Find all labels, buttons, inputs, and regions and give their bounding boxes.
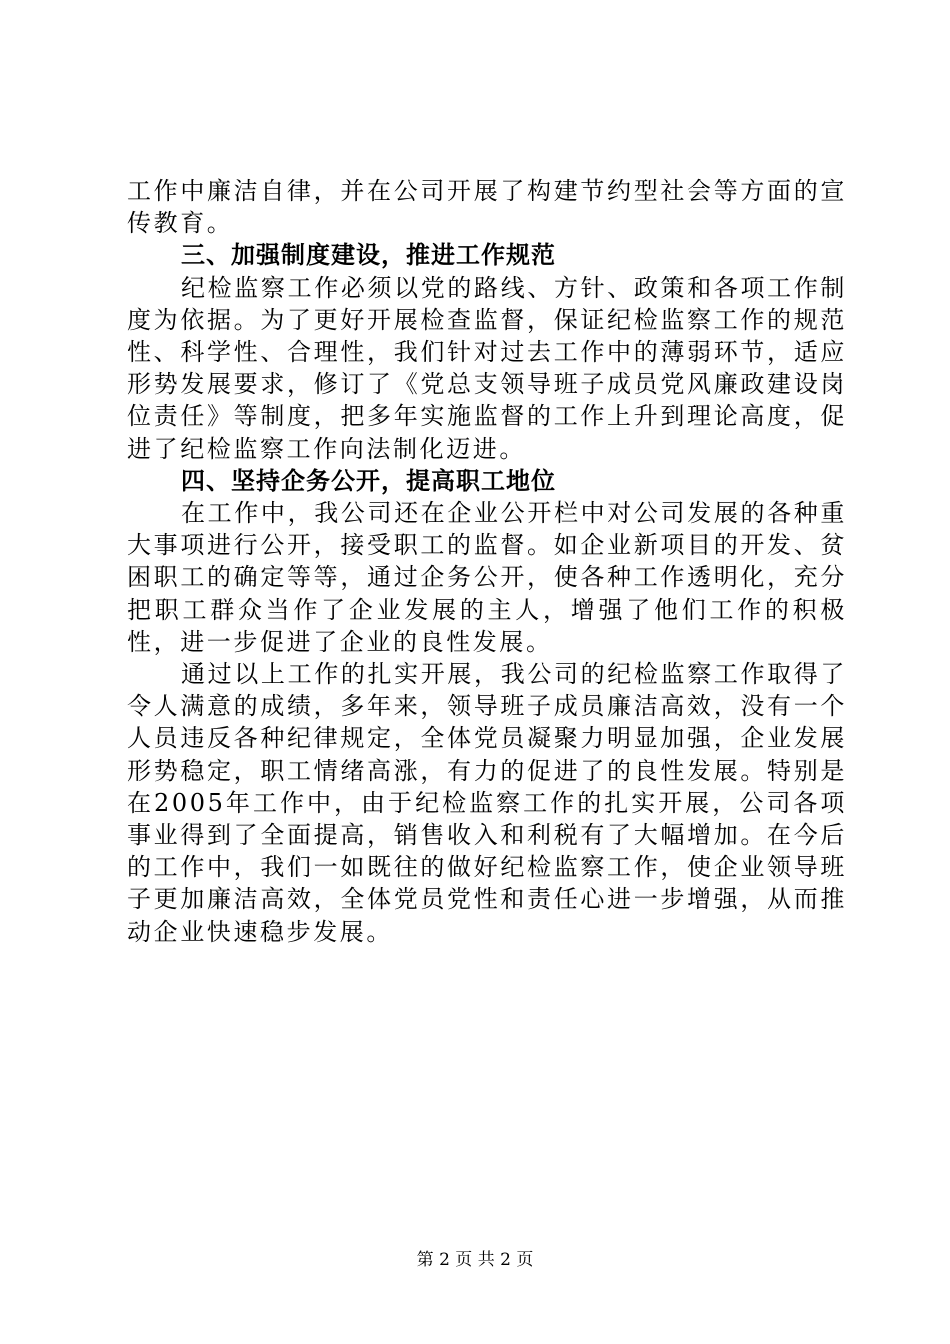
paragraph-summary: 通过以上工作的扎实开展，我公司的纪检监察工作取得了令人满意的成绩，多年来，领导班子成员廉洁高效，没有一个人员违反各种纪律规定，全体党员凝聚力明显加强，企业发展形势稳定，职工情绪高涨，有力的促进了的良性发展。特别是在2005年工作中，由于纪检监察工作的扎实开展，公司各项事业得到了全面提高，销售收入和利税有了大幅增加。在今后的工作中，我们一如既往的做好纪检监察工作，使企业领导班子更加廉洁高效，全体党员党性和责任心进一步增强，从而推动企业快速稳步发展。 <box>127 660 847 946</box>
section-heading-3: 三、加强制度建设，推进工作规范 <box>181 241 556 270</box>
section-heading-4: 四、坚持企务公开，提高职工地位 <box>181 466 556 495</box>
paragraph-system-building: 纪检监察工作必须以党的路线、方针、政策和各项工作制度为依据。为了更好开展检查监督，保证纪检监察工作的规范性、科学性、合理性，我们针对过去工作中的薄弱环节，适应形势发展要求，修订了《党总支领导班子成员党风廉政建设岗位责任》等制度，把多年实施监督的工作上升到理论高度，促进了纪检监察工作向法制化迈进。 <box>127 273 847 463</box>
page-footer: 第 2 页 共 2 页 <box>416 1250 534 1270</box>
paragraph-open-affairs: 在工作中，我公司还在企业公开栏中对公司发展的各种重大事项进行公开，接受职工的监督。如企业新项目的开发、贫困职工的确定等等，通过企务公开，使各种工作透明化，充分把职工群众当作了企业发展的主人，增强了他们工作的积极性，进一步促进了企业的良性发展。 <box>127 499 847 656</box>
document-body <box>127 175 847 948</box>
paragraph-continuation: 工作中廉洁自律，并在公司开展了构建节约型社会等方面的宣传教育。 <box>127 177 847 238</box>
